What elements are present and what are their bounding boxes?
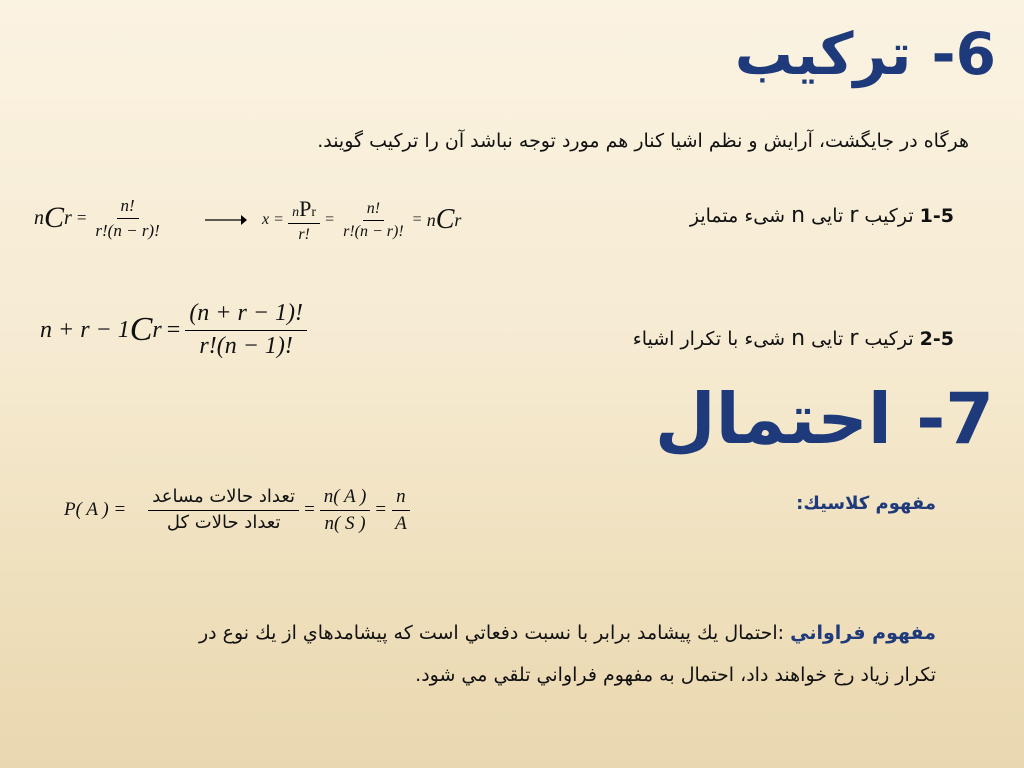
classic-concept-label: مفهوم کلاسیك:: [796, 493, 936, 514]
frequency-concept-paragraph: [66, 612, 936, 696]
frequency-line-1: مفهوم فراواني :احتمال يك پيشامد برابر با نسبت دفعاتي است که پيشامدهاي از يك نوع در: [198, 622, 936, 644]
formula-fraction: [185, 300, 307, 360]
fraction-numerator: تعداد حالات مساعد: [148, 487, 299, 511]
formula-fraction-perm: [288, 196, 320, 245]
formula-combination: n C r = $\frac{n!}{r!(n - r)!}$: [34, 196, 164, 240]
formula-lhs: P( A ) =: [64, 499, 127, 521]
formula-combination-repetition: n + r − 1 C r = $\frac{(n + r - 1)!}{r!(n - 1)!}$: [40, 300, 307, 360]
fraction-denominator: A: [395, 512, 407, 534]
fraction-denominator: r!: [298, 226, 310, 244]
combination-definition: هرگاه در جایگشت، آرایش و نظم اشیا کنار هم مورد توجه نباشد آن را ترکیب گویند.: [317, 130, 969, 152]
fraction-numerator: n!: [117, 196, 139, 219]
formula-classic-probability: P( A ) = $\frac{\text{تعداد حالات مساعد}}{\text{تعداد حالات كل}}$ = $\frac{n( A )}{n( S )}$ = $\frac{n}{A}$: [64, 486, 411, 535]
fraction-numerator: n( A ): [320, 486, 371, 511]
formula-fraction-factorial: [339, 200, 408, 242]
fraction-numerator: (n + r − 1)!: [185, 300, 307, 331]
item-combination-distinct: 1-5 ترکیب r تایی n شیء متمایز: [689, 203, 954, 228]
item-number: 2-5: [919, 328, 954, 350]
frequency-concept-label: مفهوم فراواني: [790, 622, 936, 644]
fraction-denominator: n( S ): [324, 512, 366, 534]
section-title-probability: 7- احتمال: [654, 378, 994, 460]
formula-C-symbol: C: [44, 201, 65, 235]
item-combination-repetition: 2-5 ترکیب r تایی n شیء با تکرار اشیاء: [632, 326, 954, 351]
fraction-numerator: n: [392, 486, 410, 511]
fraction-numerator: nPr: [288, 196, 320, 224]
formula-permutation-relation: x = $\frac{\text{nPr}}{r!}$ = $\frac{n!}{r!(n - r)!}$ = n C r: [262, 196, 462, 244]
var-r: r: [849, 203, 859, 228]
formula-lhs-index: n + r − 1: [40, 316, 130, 343]
formula-C-symbol: C: [129, 311, 153, 349]
formula-fraction-sets: [320, 486, 371, 535]
fraction-denominator: r!(n − r)!: [343, 222, 404, 240]
formula-x: x: [262, 211, 270, 229]
var-n: n: [791, 326, 806, 351]
section-title-combination: 6- ترکیب: [734, 20, 996, 88]
fraction-denominator: r!(n − 1)!: [199, 332, 293, 359]
formula-r-subscript: r: [64, 206, 72, 229]
formula-fraction-words: [148, 487, 299, 533]
formula-n-subscript: n: [34, 206, 44, 229]
frequency-line-2: تکرار زياد رخ خواهند داد، احتمال به مفهوم فراواني تلقي مي شود.: [415, 664, 936, 686]
formula-fraction-counts: [391, 486, 411, 535]
formula-fraction: [91, 196, 163, 240]
var-r: r: [849, 326, 859, 351]
fraction-denominator: r!(n − r)!: [95, 220, 160, 240]
arrow-icon: [205, 213, 247, 227]
fraction-denominator: تعداد حالات كل: [166, 511, 281, 533]
var-n: n: [791, 203, 806, 228]
item-number: 1-5: [919, 205, 954, 227]
fraction-numerator: n!: [363, 200, 384, 221]
